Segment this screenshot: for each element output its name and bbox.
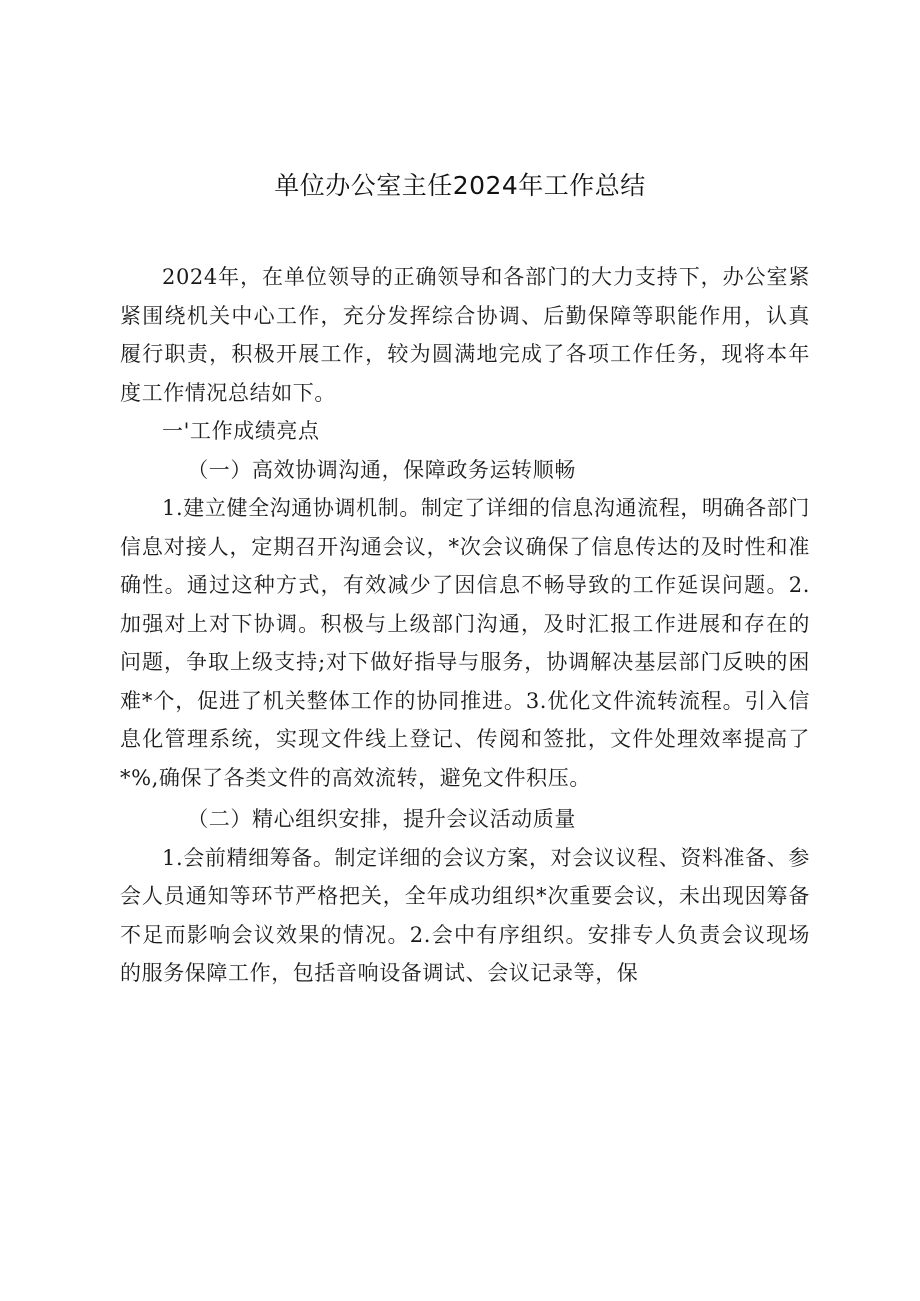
subsection-heading: （一）高效协调沟通，保障政务运转顺畅	[187, 457, 576, 482]
body-paragraph: 1.会前精细筹备。制定详细的会议方案，对会议议程、资料准备、参会人员通知等环节严格把关，全年成功组织*次重要会议，未出现因筹备不足而影响会议效果的情况。2.会中有序组织。安排专人负责会议现场的服务保障工作，包括音响设备调试、会议记录等，保	[120, 845, 810, 985]
section-heading: 一'工作成绩亮点	[162, 419, 320, 443]
intro-paragraph: 2024年，在单位领导的正确领导和各部门的大力支持下，办公室紧紧围绕机关中心工作，充分发挥综合协调、后勤保障等职能作用，认真履行职责，积极开展工作，较为圆满地完成了各项工作任务，现将本年度工作情况总结如下。	[120, 265, 810, 405]
document-title: 单位办公室主任2024年工作总结	[274, 171, 646, 200]
document-body	[120, 258, 810, 993]
subsection-heading: （二）精心组织安排，提升会议活动质量	[187, 807, 576, 831]
body-paragraph: 1.建立健全沟通协调机制。制定了详细的信息沟通流程，明确各部门信息对接人，定期召开沟通会议，*次会议确保了信息传达的及时性和准确性。通过这种方式，有效减少了因信息不畅导致的工作延误问题。2.加强对上对下协调。积极与上级部门沟通，及时汇报工作进展和存在的问题，争取上级支持;对下做好指导与服务，协调解决基层部门反映的困难*个，促进了机关整体工作的协同推进。3.优化文件流转流程。引入信息化管理系统，实现文件线上登记、传阅和签批，文件处理效率提高了*%,确保了各类文件的高效流转，避免文件积压。	[120, 496, 810, 790]
